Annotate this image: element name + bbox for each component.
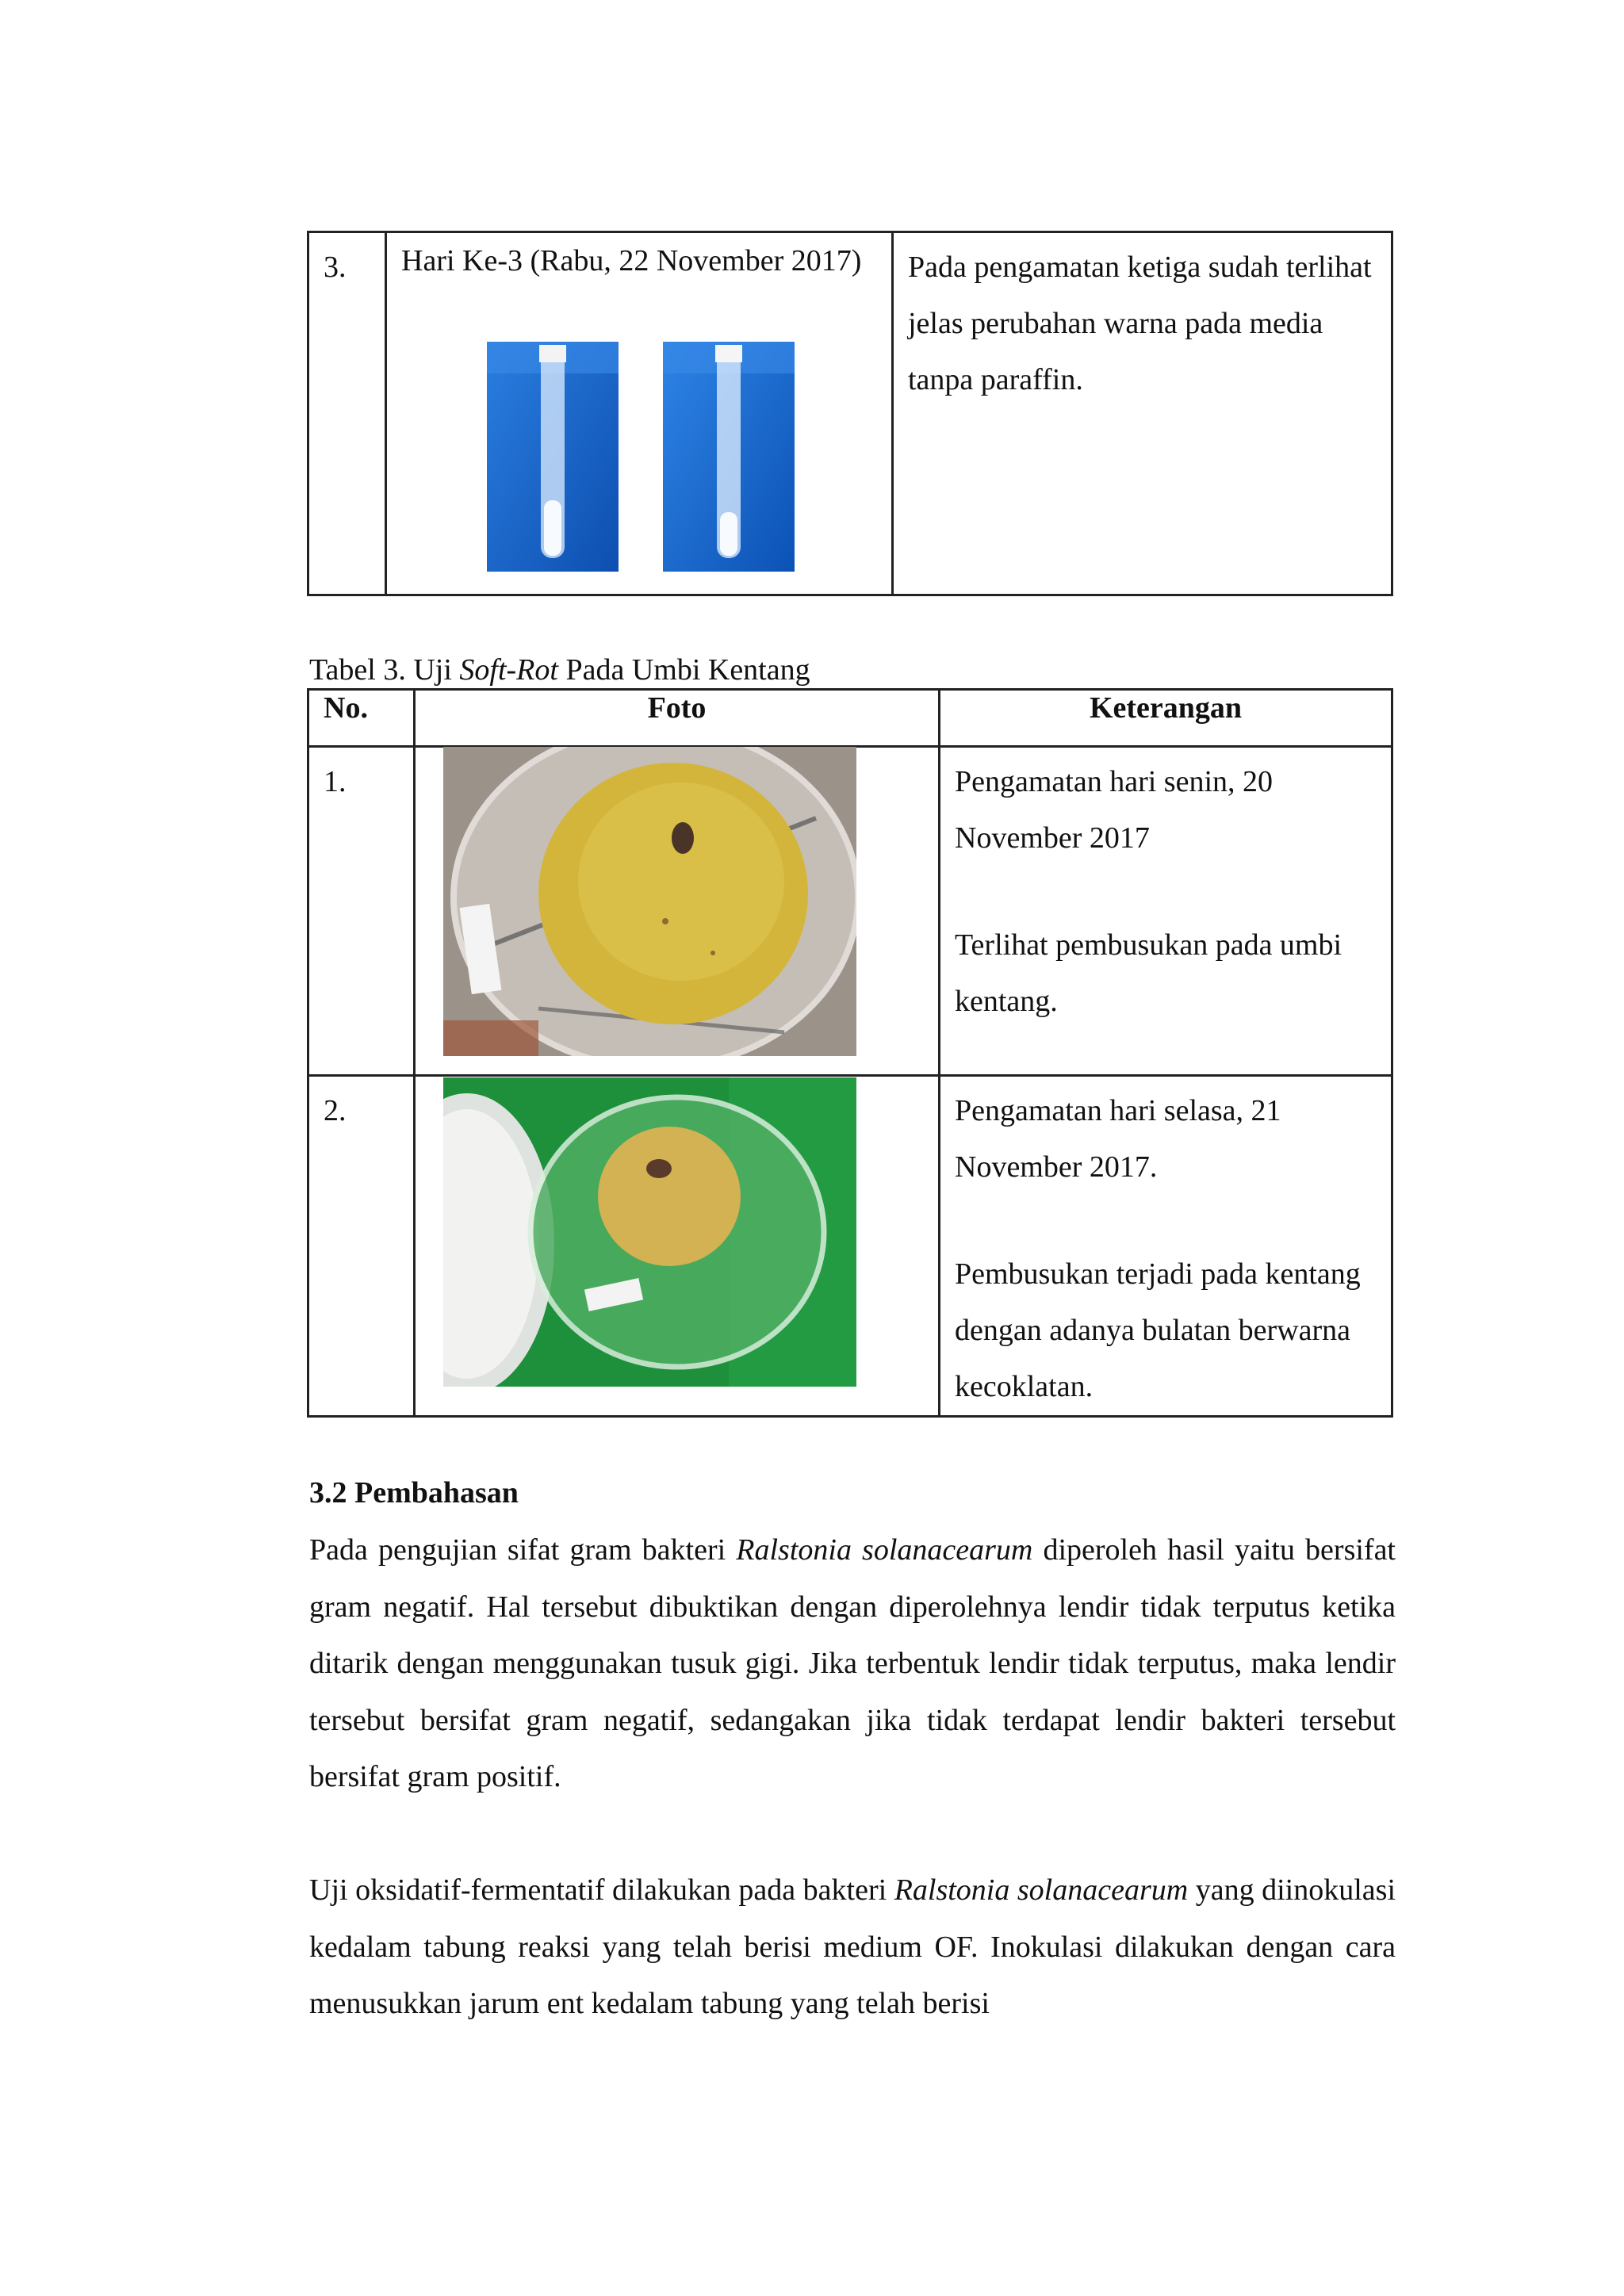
paragraph-2-rest: yang diinokulasi kedalam tabung reaksi yang telah berisi medium OF. Inokulasi dilakukan dengan cara menusukkan jarum ent kedalam tabung yang telah berisi: [309, 1873, 1396, 2020]
caption-prefix: Tabel 3. Uji: [309, 653, 460, 687]
row-1-observation: Pengamatan hari senin, 20 November 2017: [955, 765, 1274, 855]
header-foto: Foto: [415, 690, 940, 747]
table-caption: [309, 646, 810, 694]
paragraph-gram-test: [309, 1522, 1396, 1806]
day-label: Hari Ke-3 (Rabu, 22 November 2017): [401, 244, 862, 277]
description-text: Pada pengamatan ketiga sudah terlihat jelas perubahan warna pada media tanpa paraffin.: [908, 251, 1372, 396]
row-1-note-cell: [940, 747, 1392, 1076]
row-2-note-cell: [940, 1076, 1392, 1417]
caption-emphasis: Soft-Rot: [459, 653, 558, 687]
paragraph-1-species: Ralstonia solanacearum: [736, 1533, 1033, 1567]
paragraph-2-start: Uji oksidatif-fermentatif dilakukan pada bakteri: [309, 1873, 894, 1907]
paragraph-2-species: Ralstonia solanacearum: [894, 1873, 1189, 1907]
row-number: 3.: [324, 251, 347, 284]
row-1-number: 1.: [324, 765, 347, 798]
row-2-number: 2.: [324, 1094, 347, 1127]
row-1-note: Terlihat pembusukan pada umbi kentang.: [955, 928, 1342, 1018]
paragraph-of-test: [309, 1862, 1396, 2033]
row-2-note: Pembusukan terjadi pada kentang dengan adanya bulatan berwarna kecoklatan.: [955, 1257, 1361, 1403]
test-tube-photo-left: [487, 342, 619, 572]
day-photo-cell: [386, 232, 893, 595]
header-no: No.: [308, 690, 415, 747]
paragraph-1-rest: diperoleh hasil yaitu bersifat gram negatif. Hal tersebut dibuktikan dengan diperolehnya lendir tidak terputus ketika ditarik dengan menggunakan tusuk gigi. Jika terbentuk lendir tidak terputus, maka lendir tersebut bersifat gram negatif, sedangakan jika tidak terdapat lendir bakteri tersebut bersifat gram positif.: [309, 1533, 1396, 1793]
test-tube-photo-right: [663, 342, 795, 572]
header-keterangan: Keterangan: [940, 690, 1392, 747]
potato-photo-day-1: [443, 747, 856, 1056]
paragraph-1-start: Pada pengujian sifat gram bakteri: [309, 1533, 737, 1567]
row-1-number-cell: [308, 747, 415, 1076]
section-heading: 3.2 Pembahasan: [309, 1476, 519, 1510]
potato-photo-day-2: [443, 1077, 856, 1387]
row-number-cell: [308, 232, 386, 595]
description-cell: [893, 232, 1392, 595]
row-2-observation: Pengamatan hari selasa, 21 November 2017.: [955, 1094, 1281, 1184]
caption-suffix: Pada Umbi Kentang: [557, 653, 810, 687]
observation-table-continued: [307, 231, 1393, 596]
row-2-number-cell: [308, 1076, 415, 1417]
